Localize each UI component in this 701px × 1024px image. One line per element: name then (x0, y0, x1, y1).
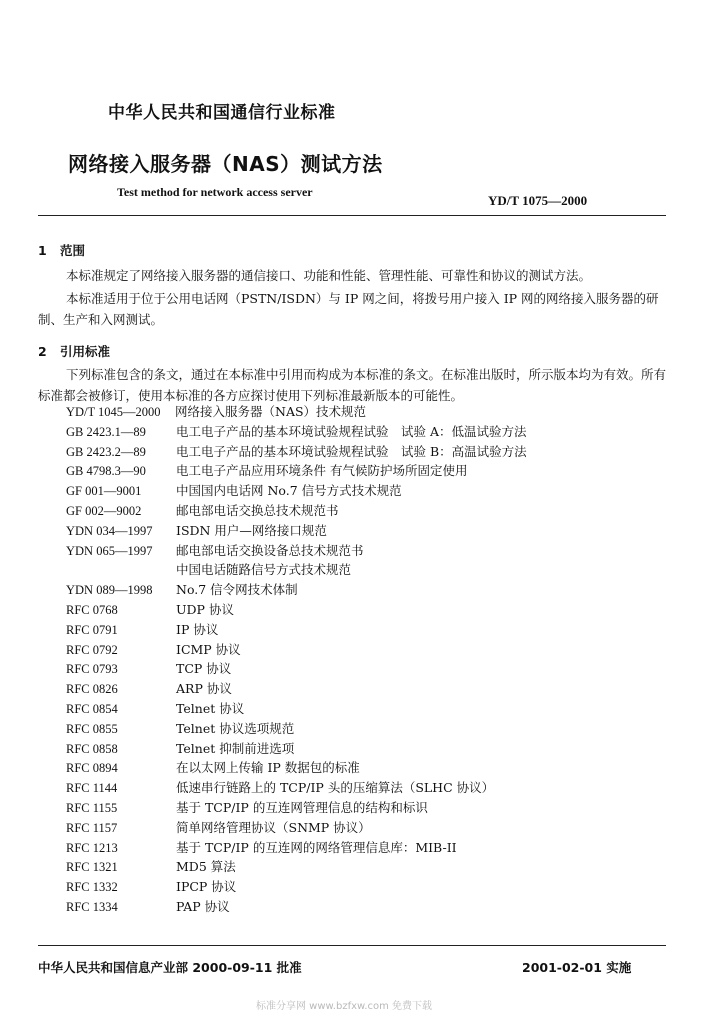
reference-row (66, 739, 666, 759)
reference-code: RFC 0858 (66, 741, 118, 756)
reference-title: Telnet 抑制前进选项 (176, 740, 295, 756)
reference-code: RFC 1157 (66, 820, 118, 835)
reference-title: No.7 信令网技术体制 (176, 582, 298, 598)
reference-row (66, 600, 666, 620)
reference-title: ICMP 协议 (176, 641, 241, 657)
reference-code: YDN 089—1998 (66, 583, 153, 598)
reference-row (66, 422, 666, 442)
header-divider (38, 215, 666, 216)
reference-code: RFC 1321 (66, 860, 118, 875)
reference-row (66, 541, 666, 561)
reference-row (66, 679, 666, 699)
reference-row (66, 877, 666, 897)
reference-row (66, 640, 666, 660)
reference-row (66, 798, 666, 818)
reference-title: 基于 TCP/IP 的互连网的网络管理信息库：MIB-II (176, 839, 457, 855)
reference-code: RFC 0792 (66, 642, 118, 657)
section-1-number: 1 (38, 243, 47, 258)
reference-title: ISDN 用户—网络接口规范 (176, 522, 327, 538)
footer-divider (38, 945, 666, 946)
reference-code: GB 2423.2—89 (66, 444, 146, 459)
reference-title: 邮电部电话交换总技术规范书 (176, 502, 339, 518)
reference-code: RFC 1155 (66, 800, 118, 815)
reference-row (66, 857, 666, 877)
section-1-paragraph-1: 本标准规定了网络接入服务器的通信接口、功能和性能、管理性能、可靠性和协议的测试方法。 (66, 268, 592, 283)
reference-code: RFC 0768 (66, 602, 118, 617)
reference-row (66, 580, 666, 600)
reference-title: ARP 协议 (176, 681, 232, 697)
section-2-heading (38, 342, 110, 360)
reference-code: RFC 1144 (66, 781, 118, 796)
reference-code: GB 4798.3—90 (66, 464, 146, 479)
section-1-heading (38, 241, 85, 259)
section-1-paragraph-2: 本标准适用于位于公用电话网（PSTN/ISDN）与 IP 网之间，将拨号用户接入 IP 网的网络接入服务器的研制、生产和入网测试。 (38, 291, 659, 327)
reference-code: RFC 1213 (66, 840, 118, 855)
reference-title: 低速串行链路上的 TCP/IP 头的压缩算法（SLHC 协议） (176, 780, 495, 796)
reference-row (66, 818, 666, 838)
reference-title: 中国电话随路信号方式技术规范 (176, 562, 352, 578)
watermark: 标准分享网 www.bzfxw.com 免费下载 (256, 1001, 432, 1012)
reference-title: MD5 算法 (176, 859, 236, 875)
reference-row (66, 719, 666, 739)
implementation-date: 2001-02-01 实施 (522, 960, 632, 975)
standard-number: YD/T 1075—2000 (488, 193, 588, 208)
reference-code: GF 001—9001 (66, 484, 142, 499)
reference-row (66, 897, 666, 917)
reference-code: YDN 065—1997 (66, 543, 153, 558)
reference-title: Telnet 协议 (176, 700, 245, 716)
reference-row (66, 560, 666, 580)
reference-row (66, 838, 666, 858)
reference-row (66, 402, 666, 422)
standard-title-english: Test method for network access server (117, 185, 313, 199)
reference-row (66, 481, 666, 501)
reference-code: GB 2423.1—89 (66, 424, 146, 439)
reference-code: RFC 0855 (66, 721, 118, 736)
issuing-organization: 中华人民共和国通信行业标准 (108, 103, 336, 123)
reference-list (66, 402, 666, 917)
reference-row (66, 461, 666, 481)
reference-title: TCP 协议 (176, 661, 232, 677)
reference-code: RFC 0894 (66, 761, 118, 776)
section-2-title: 引用标准 (60, 344, 111, 359)
reference-title: 基于 TCP/IP 的互连网管理信息的结构和标识 (176, 799, 428, 815)
reference-code: RFC 1332 (66, 880, 118, 895)
reference-title: 电工电子产品的基本环境试验规程试验 试验 B：高温试验方法 (176, 443, 527, 459)
reference-title: PAP 协议 (176, 898, 230, 914)
reference-row (66, 778, 666, 798)
standard-title: 网络接入服务器（NAS）测试方法 (68, 152, 383, 176)
reference-row (66, 521, 666, 541)
section-2-number: 2 (38, 344, 47, 359)
reference-code: RFC 1334 (66, 899, 118, 914)
reference-title: 在以太网上传输 IP 数据包的标准 (176, 760, 360, 776)
reference-title: 邮电部电话交换设备总技术规范书 (176, 542, 364, 558)
reference-row (66, 501, 666, 521)
reference-title: IPCP 协议 (176, 879, 237, 895)
reference-title: Telnet 协议选项规范 (176, 720, 295, 736)
reference-title: IP 协议 (176, 621, 219, 637)
reference-title: 中国国内电话网 No.7 信号方式技术规范 (176, 483, 402, 499)
reference-row (66, 758, 666, 778)
section-2-paragraph-1: 下列标准包含的条文，通过在本标准中引用而构成为本标准的条文。在标准出版时，所示版本均为有效。所有标准都会被修订，使用本标准的各方应探讨使用下列标准最新版本的可能性。 (38, 367, 667, 403)
reference-row (66, 442, 666, 462)
reference-title: 电工电子产品应用环境条件 有气候防护场所固定使用 (176, 463, 468, 479)
reference-code: RFC 0854 (66, 701, 118, 716)
reference-code: GF 002—9002 (66, 503, 142, 518)
reference-row (66, 699, 666, 719)
reference-row (66, 659, 666, 679)
reference-code: RFC 0793 (66, 662, 118, 677)
reference-title: UDP 协议 (176, 601, 234, 617)
section-1-title: 范围 (60, 243, 86, 258)
reference-title: 电工电子产品的基本环境试验规程试验 试验 A：低温试验方法 (176, 423, 527, 439)
reference-code: RFC 0791 (66, 622, 118, 637)
reference-title: 网络接入服务器（NAS）技术规范 (175, 404, 367, 419)
reference-code: RFC 0826 (66, 682, 118, 697)
reference-code: YD/T 1045—2000 (66, 405, 161, 419)
reference-row (66, 620, 666, 640)
reference-code: YDN 034—1997 (66, 523, 153, 538)
reference-title: 简单网络管理协议（SNMP 协议） (176, 819, 371, 835)
approval-statement: 中华人民共和国信息产业部 2000-09-11 批准 (38, 960, 302, 975)
